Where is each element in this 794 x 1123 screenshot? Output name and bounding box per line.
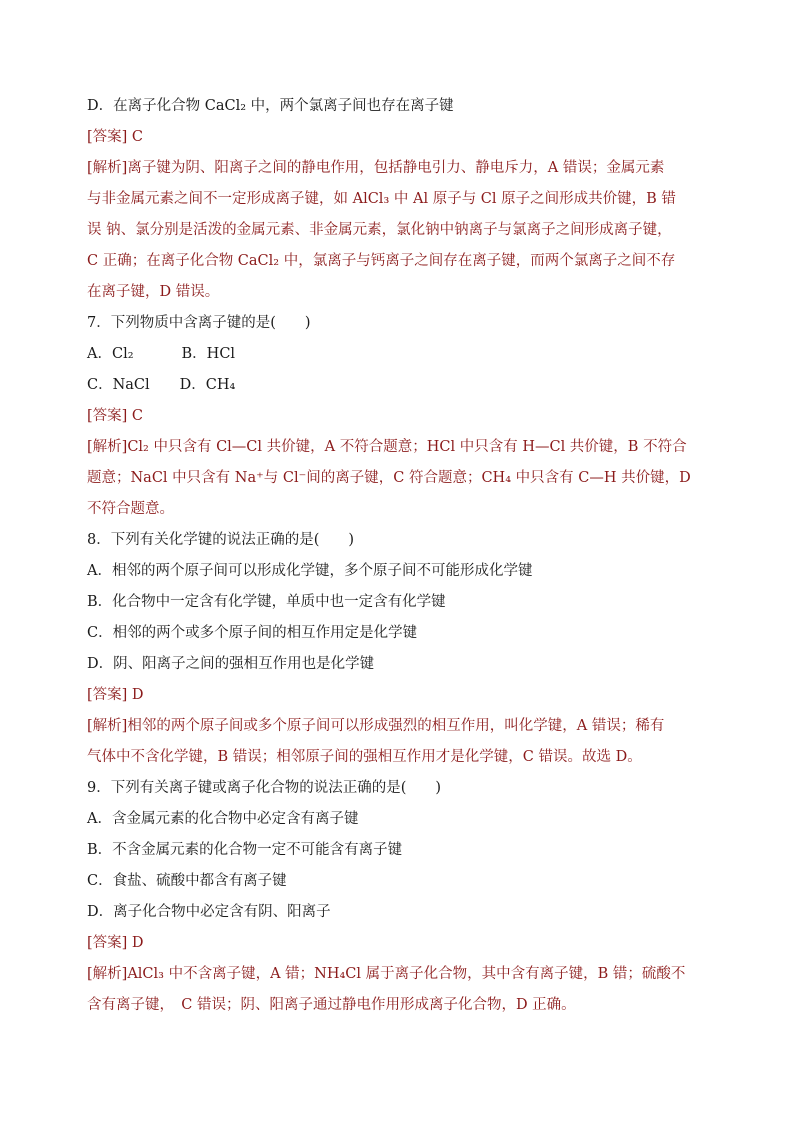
q9-answer: [答案] D — [87, 935, 144, 951]
q7-analysis-line-3: 不符合题意。 — [87, 501, 174, 517]
q7-option-c: C．NaCl — [87, 377, 150, 393]
q7-analysis-line-2: 题意；NaCl 中只含有 Na⁺与 Cl⁻间的离子键，C 符合题意；CH₄ 中只含有 C—H 共价键，D — [87, 470, 691, 486]
q9-analysis-line-2: 含有离子键， C 错误；阴、阳离子通过静电作用形成离子化合物，D 正确。 — [87, 997, 576, 1013]
q9-option-a: A．含金属元素的化合物中必定含有离子键 — [87, 811, 359, 827]
q7-stem: 7．下列物质中含离子键的是( ) — [87, 315, 311, 331]
q8-analysis-line-2: 气体中不含化学键，B 错误；相邻原子间的强相互作用才是化学键，C 错误。故选 D。 — [87, 749, 642, 765]
prev-analysis-line-4: C 正确；在离子化合物 CaCl₂ 中，氯离子与钙离子之间存在离子键，而两个氯离子之间不存 — [87, 253, 676, 269]
q8-option-b: B．化合物中一定含有化学键，单质中也一定含有化学键 — [87, 594, 446, 610]
q7-options-row-2 — [87, 370, 727, 401]
q9-option-d: D．离子化合物中必定含有阴、阳离子 — [87, 904, 331, 920]
q8-option-c: C．相邻的两个或多个原子间的相互作用定是化学键 — [87, 625, 418, 641]
prev-analysis-line-3: 误 钠、氯分别是活泼的金属元素、非金属元素，氯化钠中钠离子与氯离子之间形成离子键， — [87, 222, 672, 238]
q7-answer: [答案] C — [87, 408, 144, 424]
q8-option-a: A．相邻的两个原子间可以形成化学键，多个原子间不可能形成化学键 — [87, 563, 533, 579]
q7-analysis-line-1: [解析]Cl₂ 中只含有 Cl—Cl 共价键，A 不符合题意；HCl 中只含有 H—Cl 共价键，B 不符合 — [87, 439, 687, 455]
q7-options-row-1 — [87, 339, 727, 370]
prev-analysis-line-1: [解析]离子键为阴、阳离子之间的静电作用，包括静电引力、静电斥力，A 错误；金属元素 — [87, 160, 665, 176]
q8-analysis-line-1: [解析]相邻的两个原子间或多个原子间可以形成强烈的相互作用，叫化学键，A 错误；稀有 — [87, 718, 665, 734]
q7-option-b: B．HCl — [181, 346, 236, 362]
q7-option-d: D．CH₄ — [179, 377, 236, 393]
prev-answer: [答案] C — [87, 129, 144, 145]
q9-option-b: B．不含金属元素的化合物一定不可能含有离子键 — [87, 842, 403, 858]
q8-answer: [答案] D — [87, 687, 144, 703]
q9-stem: 9．下列有关离子键或离子化合物的说法正确的是( ) — [87, 780, 442, 796]
page-content — [87, 91, 727, 1021]
prev-analysis-line-5: 在离子键，D 错误。 — [87, 284, 220, 300]
q8-option-d: D．阴、阳离子之间的强相互作用也是化学键 — [87, 656, 375, 672]
prev-analysis-line-2: 与非金属元素之间不一定形成离子键，如 AlCl₃ 中 Al 原子与 Cl 原子之间形成共价键，B 错 — [87, 191, 676, 207]
prev-option-d: D．在离子化合物 CaCl₂ 中，两个氯离子间也存在离子键 — [87, 98, 454, 114]
q9-option-c: C．食盐、硫酸中都含有离子键 — [87, 873, 287, 889]
q9-analysis-line-1: [解析]AlCl₃ 中不含离子键，A 错；NH₄Cl 属于离子化合物，其中含有离子键，B 错；硫酸不 — [87, 966, 686, 982]
q8-stem: 8．下列有关化学键的说法正确的是( ) — [87, 532, 355, 548]
q7-option-a: A．Cl₂ — [87, 346, 134, 362]
